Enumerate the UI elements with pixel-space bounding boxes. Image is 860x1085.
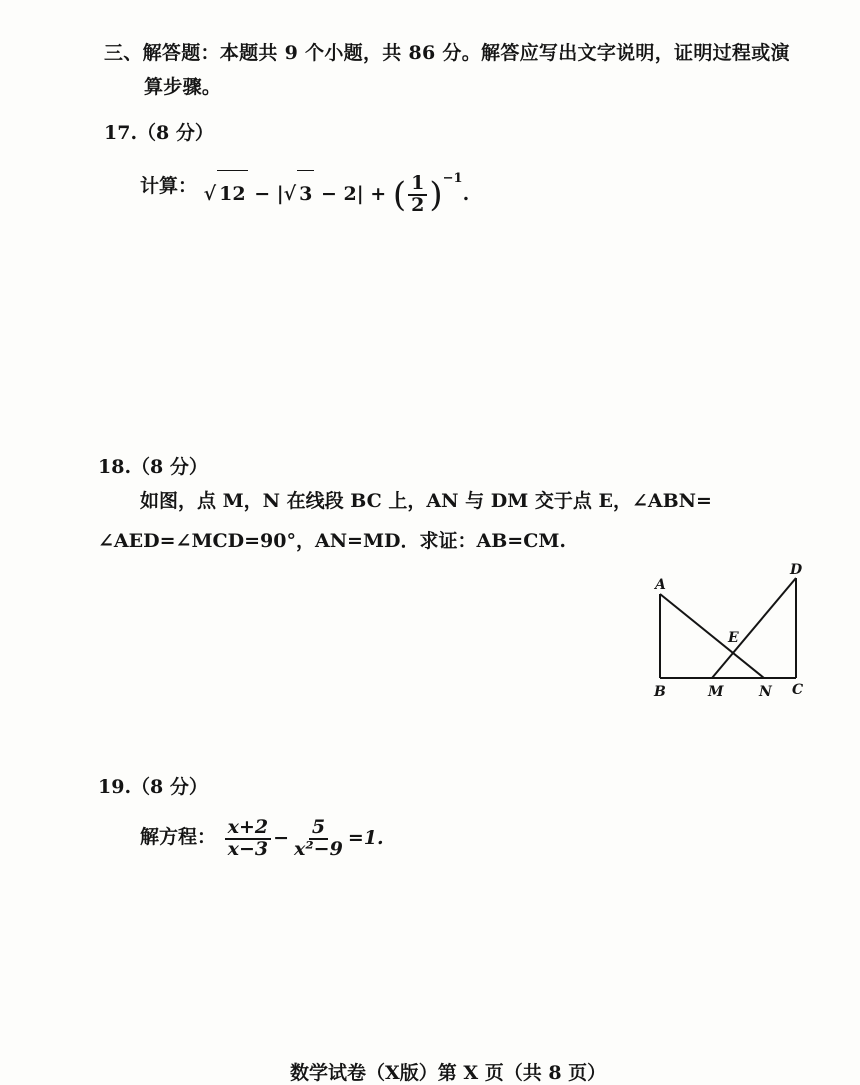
segment-dm bbox=[712, 578, 796, 678]
question-18-line1: 如图，点 M，N 在线段 BC 上，AN 与 DM 交于点 E，∠ABN= bbox=[140, 490, 712, 512]
section-title-line1: 三、解答题：本题共 9 个小题，共 86 分。解答应写出文字说明，证明过程或演 bbox=[104, 42, 790, 64]
sqrt-12: 12 bbox=[217, 170, 247, 217]
question-19-equation bbox=[223, 815, 384, 861]
minus-sign: − bbox=[273, 827, 290, 849]
question-17-number: 17.（8 分） bbox=[104, 122, 214, 144]
fraction-2-denominator: x²−9 bbox=[294, 838, 343, 860]
fraction-one-half bbox=[408, 174, 427, 216]
section-heading bbox=[104, 36, 824, 104]
minus-sign: − bbox=[247, 183, 277, 205]
question-18-number: 18.（8 分） bbox=[98, 456, 208, 478]
fraction-2 bbox=[291, 818, 346, 860]
question-19-prompt-line bbox=[140, 814, 384, 861]
geometry-figure bbox=[640, 556, 820, 706]
exponent: −1 bbox=[442, 171, 463, 186]
fraction-numerator: 1 bbox=[408, 174, 427, 196]
question-17-prompt-line bbox=[140, 156, 469, 218]
sqrt-3: 3 bbox=[297, 170, 314, 217]
label-e: E bbox=[728, 630, 739, 646]
fraction-2-numerator: 5 bbox=[309, 818, 328, 840]
minus-two: − 2 bbox=[314, 183, 357, 205]
fraction-denominator: 2 bbox=[411, 194, 425, 216]
label-d: D bbox=[790, 562, 803, 578]
question-17-formula: √ 12 − |√ 3 − 2| + ( $\frac{1}{2}$ )$^{-1}$. bbox=[203, 171, 470, 216]
label-c: C bbox=[792, 682, 804, 698]
question-19-prompt: 解方程： bbox=[140, 826, 217, 848]
section-title-line2: 算步骤。 bbox=[144, 76, 222, 98]
question-17-prompt: 计算： bbox=[140, 175, 198, 197]
fraction-1-denominator: x−3 bbox=[227, 838, 269, 860]
question-18-line2: ∠AED=∠MCD=90°，AN=MD．求证：AB=CM. bbox=[98, 530, 566, 552]
label-a: A bbox=[655, 577, 666, 593]
label-m: M bbox=[708, 684, 724, 700]
label-n: N bbox=[759, 684, 772, 700]
page-footer: 数学试卷（X版）第 X 页（共 8 页） bbox=[290, 1062, 607, 1084]
fraction-1-numerator: x+2 bbox=[225, 818, 271, 840]
formula-end: . bbox=[462, 183, 470, 205]
fraction-1 bbox=[225, 818, 271, 860]
plus-sign: + bbox=[363, 183, 393, 205]
question-19-number: 19.（8 分） bbox=[98, 776, 208, 798]
label-b: B bbox=[654, 684, 666, 700]
equation-rhs: =1. bbox=[347, 827, 384, 849]
